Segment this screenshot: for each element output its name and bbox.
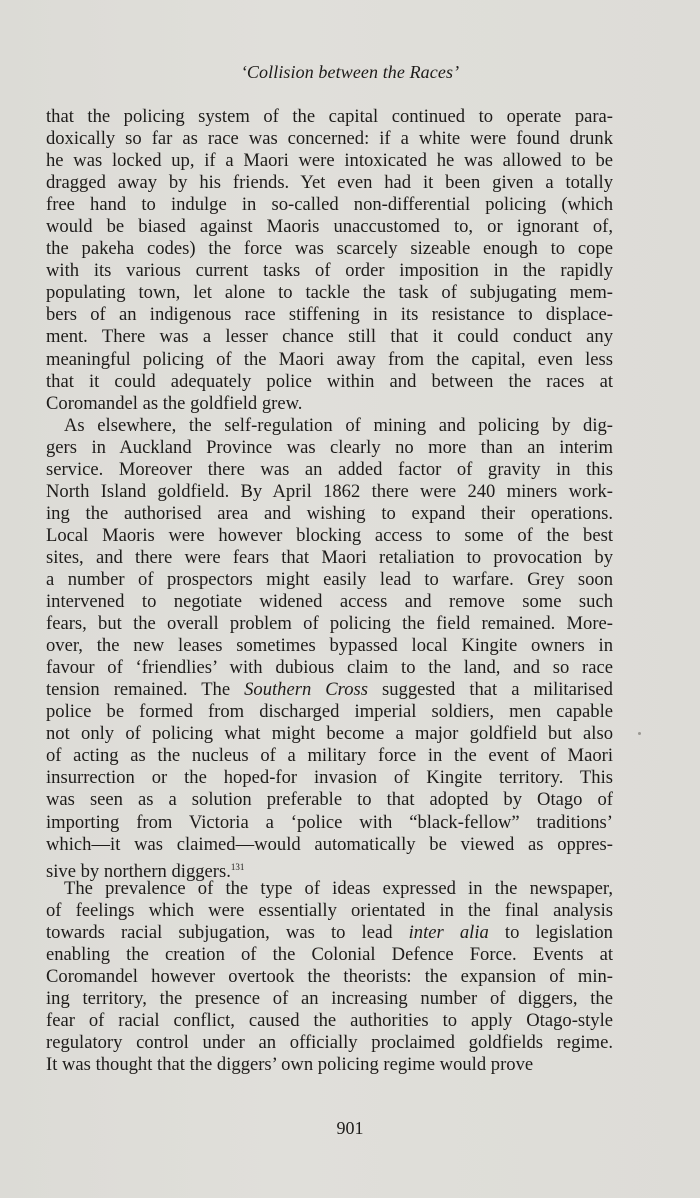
text-line: fear of racial conflict, caused the authorities to apply Otago-style <box>46 1009 613 1031</box>
text-line: service. Moreover there was an added factor of gravity in this <box>46 458 613 480</box>
text-line: not only of policing what might become a major goldfield but also <box>46 723 613 745</box>
text-line: gers in Auckland Province was clearly no more than an interim <box>46 436 613 458</box>
text-line: Local Maoris were however blocking access to some of the best <box>46 524 613 546</box>
text-line: bers of an indigenous race stiffening in its resistance to displace- <box>46 304 613 326</box>
text-line: favour of ‘friendlies’ with dubious claim to the land, and so race <box>46 657 613 679</box>
text-line: that the policing system of the capital continued to operate para- <box>46 106 613 127</box>
text-line: enabling the creation of the Colonial Defence Force. Events at <box>46 943 613 965</box>
text-line: tension remained. The Southern Cross suggested that a militarised <box>46 679 613 701</box>
italic-text: inter alia <box>408 921 489 943</box>
text-line: of feelings which were essentially orientated in the final analysis <box>46 899 613 921</box>
text-line: the pakeha codes) the force was scarcely sizeable enough to cope <box>46 238 613 260</box>
text-line: a number of prospectors might easily lead to warfare. Grey soon <box>46 568 613 590</box>
text-line: police be formed from discharged imperial soldiers, men capable <box>46 701 613 723</box>
paragraph <box>46 878 613 1076</box>
text-line: over, the new leases sometimes bypassed local Kingite owners in <box>46 635 613 657</box>
text-line: free hand to indulge in so-called non-differential policing (which <box>46 194 613 216</box>
italic-text: Southern Cross <box>244 679 368 701</box>
text-line: importing from Victoria a ‘police with “black-fellow” traditions’ <box>46 811 613 833</box>
text-line: ment. There was a lesser chance still that it could conduct any <box>46 326 613 348</box>
text-line: fears, but the overall problem of policing the field remained. More- <box>46 613 613 635</box>
text-line: It was thought that the diggers’ own policing regime would prove <box>46 1054 534 1076</box>
text-line: Coromandel as the goldfield grew. <box>46 392 303 414</box>
paper-speck <box>638 732 641 735</box>
text-line: As elsewhere, the self-regulation of mining and policing by dig- <box>64 414 613 436</box>
body-text <box>46 106 613 1076</box>
text-line: populating town, let alone to tackle the task of subjugating mem- <box>46 282 613 304</box>
text-line: of acting as the nucleus of a military force in the event of Maori <box>46 745 613 767</box>
text-line: ing territory, the presence of an increasing number of diggers, the <box>46 987 613 1009</box>
text-line: sites, and there were fears that Maori retaliation to provocation by <box>46 546 613 568</box>
text-line: intervened to negotiate widened access and remove some such <box>46 591 613 613</box>
text-line: insurrection or the hoped-for invasion of Kingite territory. This <box>46 767 613 789</box>
text-line: regulatory control under an officially proclaimed goldfields regime. <box>46 1031 613 1053</box>
text-line: would be biased against Maoris unaccustomed to, or ignorant of, <box>46 216 613 238</box>
text-line: ing the authorised area and wishing to expand their operations. <box>46 502 613 524</box>
text-line: The prevalence of the type of ideas expressed in the newspaper, <box>64 877 613 899</box>
text-line: meaningful policing of the Maori away from the capital, even less <box>46 348 613 370</box>
text-line: which—it was claimed—would automatically be viewed as oppres- <box>46 833 613 855</box>
text-line: that it could adequately police within and between the races at <box>46 370 613 392</box>
running-head: ‘Collision between the Races’ <box>240 62 460 82</box>
text-line: sive by northern diggers.$^{131}$ <box>46 860 245 882</box>
text-line: Coromandel however overtook the theorists: the expansion of min- <box>46 965 613 987</box>
page-number: 901 <box>336 1118 364 1138</box>
paragraph <box>46 414 613 882</box>
text-line: with its various current tasks of order imposition in the rapidly <box>46 260 613 282</box>
text-line: North Island goldfield. By April 1862 there were 240 miners work- <box>46 480 613 502</box>
text-line: towards racial subjugation, was to lead inter alia to legislation <box>46 921 613 943</box>
text-line: was seen as a solution preferable to that adopted by Otago of <box>46 789 613 811</box>
text-line: doxically so far as race was concerned: if a white were found drunk <box>46 128 613 150</box>
footnote-reference: 131 <box>230 861 245 872</box>
paragraph <box>46 106 613 415</box>
text-line: dragged away by his friends. Yet even had it been given a totally <box>46 172 613 194</box>
text-line: he was locked up, if a Maori were intoxicated he was allowed to be <box>46 150 613 172</box>
